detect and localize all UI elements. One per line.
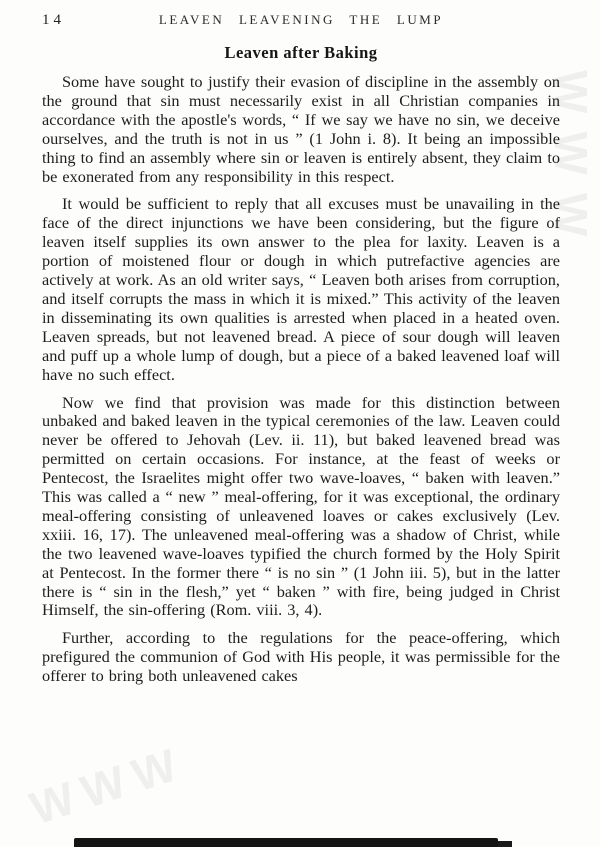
page-header [42,12,560,29]
scan-artifact-nub [498,841,512,847]
paragraph-3: Now we find that provision was made for this distinction between unbaked and baked leaven in the typical ceremonies of the law. Leaven could never be offered to Jehovah (Lev. ii. 11), but baked leavened bread was permitted on certain occasions. For instance, at the feast of weeks or Pentecost, the Israelites might offer two wave-loaves, “ baken with leaven.” This was called a “ new ” meal-offering, for it was exceptional, the ordinary meal-offering consisting of unleavened loaves or cakes exclusively (Lev. xxiii. 16, 17). The unleavened meal-offering was a shadow of Christ, while the two leavened wave-loaves typified the church formed by the Holy Spirit at Pentecost. In the former there “ is no sin ” (1 John iii. 5), but in the latter there is “ sin in the flesh,” yet “ baken ” with fire, being judged in Christ Himself, the sin-offering (Rom. viii. 3, 4). [42,392,560,620]
watermark-bottom-left: WWW [23,735,193,835]
paragraph-2: It would be sufficient to reply that all excuses must be unavailing in the face of the direct injunctions we have been considering, but the figure of leaven itself supplies its own answer to the plea for laxity. Leaven is a portion of moistened flour or dough in which putrefactive agencies are actively at work. As an old writer says, “ Leaven both arises from corruption, and itself corrupts the mass in which it is mixed.” This activity of the leaven in disseminating its own qualities is arrested when placed in a heated oven. Leaven spreads, but not leavened bread. A piece of sour dough will leaven and puff up a whole lump of dough, but a piece of a baked leavened loaf will have no such effect. [42,194,560,384]
section-title: Leaven after Baking [224,43,378,62]
page-number: 14 [42,12,65,28]
watermark-right: WWW [545,70,597,255]
scan-artifact-bottom [74,838,498,847]
running-header: LEAVEN LEAVENING THE LUMP [158,12,444,27]
paragraph-1: Some have sought to justify their evasion of discipline in the assembly on the ground that sin must necessarily exist in all Christian companies in accordance with the apostle's words, “ If we say we have no sin, we deceive ourselves, and the truth is not in us ” (1 John i. 8). It being an impossible thing to find an assembly where sin or leaven is entirely absent, they claim to be exonerated from any responsibility in this respect. [42,72,560,186]
paragraph-4: Further, according to the regulations for the peace-offering, which prefigured the communion of God with His people, it was permissible for the offerer to bring both unleavened cakes [42,628,560,686]
